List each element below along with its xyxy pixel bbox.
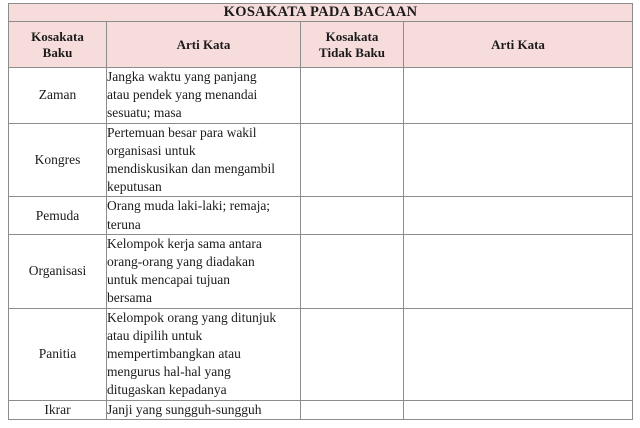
column-header-kosakata-baku xyxy=(9,22,107,68)
table-column-header-row xyxy=(9,22,633,68)
table-header xyxy=(9,4,633,68)
cell-arti-kata-tidak-baku[interactable] xyxy=(404,400,633,419)
column-header-kosakata-tidak-baku-line2: Tidak Baku xyxy=(319,44,385,60)
table-row xyxy=(9,123,633,197)
cell-kosakata-tidak-baku[interactable] xyxy=(301,400,404,419)
cell-arti-kata-baku-line: keputusan xyxy=(107,179,162,195)
cell-arti-kata-baku-line: sesuatu; masa xyxy=(107,105,182,121)
cell-arti-kata-baku-line: Kelompok orang yang ditunjuk xyxy=(107,309,277,325)
cell-arti-kata-baku xyxy=(107,234,301,308)
cell-arti-kata-baku-line: Orang muda laki-laki; remaja; xyxy=(107,198,271,214)
table-row xyxy=(9,68,633,124)
cell-arti-kata-baku-line: teruna xyxy=(107,216,141,232)
table-row xyxy=(9,197,633,234)
column-header-kosakata-tidak-baku-line1: Kosakata xyxy=(325,28,379,44)
cell-arti-kata-baku-line: mendiskusikan dan mengambil xyxy=(107,161,275,177)
cell-arti-kata-baku-line: Pertemuan besar para wakil xyxy=(107,124,257,140)
cell-arti-kata-baku xyxy=(107,68,301,124)
column-header-kosakata-baku-line2: Baku xyxy=(42,44,73,60)
cell-arti-kata-baku-line: orang-orang yang diadakan xyxy=(107,254,255,270)
cell-arti-kata-baku xyxy=(107,308,301,400)
cell-kosakata-baku: Ikrar xyxy=(9,400,107,419)
table-row xyxy=(9,234,633,308)
cell-arti-kata-baku-line: organisasi untuk xyxy=(107,142,196,158)
cell-arti-kata-baku-line: Kelompok kerja sama antara xyxy=(107,235,262,251)
table-title: KOSAKATA PADA BACAAN xyxy=(9,4,633,22)
cell-kosakata-baku: Pemuda xyxy=(9,197,107,234)
column-header-arti-kata-tidak-baku xyxy=(404,22,633,68)
cell-arti-kata-baku xyxy=(107,400,301,419)
cell-arti-kata-tidak-baku[interactable] xyxy=(404,123,633,197)
cell-kosakata-tidak-baku[interactable] xyxy=(301,123,404,197)
cell-kosakata-baku: Panitia xyxy=(9,308,107,400)
column-header-kosakata-tidak-baku xyxy=(301,22,404,68)
cell-arti-kata-baku-line: untuk mencapai tujuan xyxy=(107,272,230,288)
column-header-arti-kata-tidak-baku-label: Arti Kata xyxy=(491,36,545,52)
cell-kosakata-tidak-baku[interactable] xyxy=(301,68,404,124)
cell-arti-kata-baku-line: Janji yang sungguh-sungguh xyxy=(107,401,262,417)
cell-arti-kata-tidak-baku[interactable] xyxy=(404,234,633,308)
column-header-arti-kata-baku xyxy=(107,22,301,68)
table-title-row xyxy=(9,4,633,22)
cell-arti-kata-baku-line: atau dipilih untuk xyxy=(107,327,203,343)
cell-arti-kata-tidak-baku[interactable] xyxy=(404,68,633,124)
column-header-arti-kata-baku-label: Arti Kata xyxy=(176,36,231,52)
cell-kosakata-tidak-baku[interactable] xyxy=(301,234,404,308)
cell-kosakata-baku: Organisasi xyxy=(9,234,107,308)
cell-arti-kata-tidak-baku[interactable] xyxy=(404,197,633,234)
cell-kosakata-tidak-baku[interactable] xyxy=(301,197,404,234)
cell-arti-kata-baku-line: Jangka waktu yang panjang xyxy=(107,69,257,84)
cell-arti-kata-baku xyxy=(107,123,301,197)
cell-arti-kata-baku-line: ditugaskan kepadanya xyxy=(107,382,227,398)
column-header-kosakata-baku-line1: Kosakata xyxy=(31,28,84,44)
vocabulary-table xyxy=(8,3,633,420)
table-body xyxy=(9,68,633,420)
cell-arti-kata-baku xyxy=(107,197,301,234)
cell-arti-kata-baku-line: mempertimbangkan atau xyxy=(107,346,241,362)
table-row xyxy=(9,400,633,419)
table-row xyxy=(9,308,633,400)
cell-arti-kata-baku-line: bersama xyxy=(107,290,152,306)
cell-kosakata-tidak-baku[interactable] xyxy=(301,308,404,400)
cell-kosakata-baku: Kongres xyxy=(9,123,107,197)
cell-arti-kata-baku-line: mengurus hal-hal yang xyxy=(107,364,231,380)
cell-arti-kata-tidak-baku[interactable] xyxy=(404,308,633,400)
cell-arti-kata-baku-line: atau pendek yang menandai xyxy=(107,87,258,103)
cell-kosakata-baku: Zaman xyxy=(9,68,107,124)
